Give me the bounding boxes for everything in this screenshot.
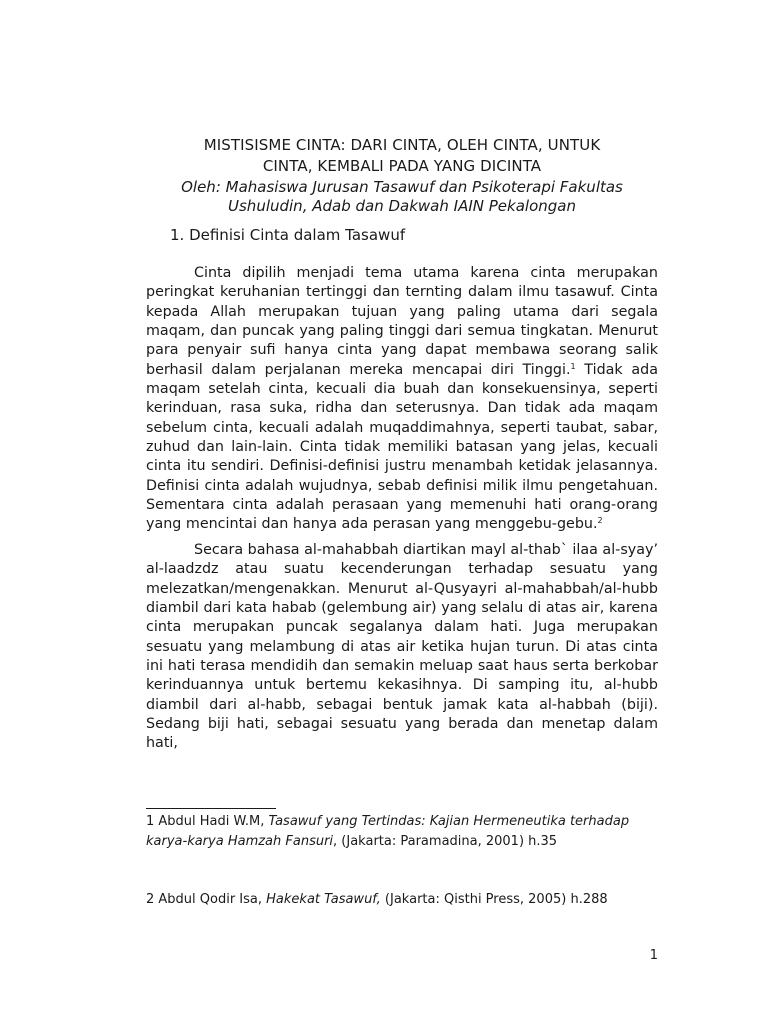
title-line-2: CINTA, KEMBALI PADA YANG DICINTA: [262, 157, 542, 175]
footnote-2: [146, 890, 666, 910]
paragraph-2: Secara bahasa al-mahabbah diartikan mayl al-thab` ilaa al-syay’ al-laadzdz atau suatu kecenderungan terhadap sesuatu yang melezatkan/mengenakkan. Menurut al-Qusyayri al-mahabbah/al-hubb diambil dari kata habab (gelembung air) yang selalu di atas air, karena cinta merupakan puncak segalanya dalam hati. Juga merupakan sesuatu yang melambung di atas air ketika hujan turun. Di atas cinta ini hati terasa mendidih dan semakin meluap saat haus serta berkobar kerinduannya untuk bertemu kekasihnya. Di samping itu, al-hubb diambil dari al-habb, sebagai bentuk jamak kata al-habbah (biji). Sedang biji hati, sebagai sesuatu yang berada dan menetap dalam hati,: [146, 541, 658, 752]
paragraph-1-text-a: Cinta dipilih menjadi tema utama karena cinta merupakan peringkat keruhanian tertinggi dan ternting dalam ilmu tasawuf. Cinta kepada Allah merupakan tujuan yang paling utama dari segala maqam, dan puncak yang paling tinggi dari semua tingkatan. Menurut para penyair sufi hanya cinta yang dapat membawa seorang salik berhasil dalam perjalanan mereka mencapai diri Tinggi.: [146, 265, 658, 378]
byline-line-2: Ushuludin, Adab dan Dakwah IAIN Pekalongan: [228, 197, 576, 215]
footnote-separator: [146, 808, 276, 809]
footnote-2-prefix: 2 Abdul Qodir Isa,: [146, 892, 267, 907]
paragraph-1: [146, 264, 658, 535]
footnote-2-suffix: (Jakarta: Qisthi Press, 2005) h.288: [380, 892, 608, 907]
footnote-1: [146, 812, 658, 851]
footnote-2-title: Hakekat Tasawuf,: [266, 892, 381, 907]
footnote-ref-1: 1: [570, 361, 576, 371]
document-title: [146, 135, 658, 177]
footnote-1-prefix: 1 Abdul Hadi W.M,: [146, 814, 269, 829]
body-text: [146, 264, 658, 760]
page-number: 1: [649, 948, 658, 963]
author-byline: [146, 178, 658, 216]
section-heading: 1. Definisi Cinta dalam Tasawuf: [170, 226, 406, 244]
footnote-1-title: Tasawuf yang Tertindas: Kajian Hermeneutika terhadap karya-karya Hamzah Fansuri: [146, 814, 630, 849]
paragraph-1-text-b: Tidak ada maqam setelah cinta, kecuali dia buah dan konsekuensinya, seperti kerinduan, rasa suka, ridha dan seterusnya. Dan tidak ada maqam sebelum cinta, kecuali adalah muqaddimahnya, seperti taubat, sabar, zuhud dan lain-lain. Cinta tidak memiliki batasan yang jelas, kecuali cinta itu sendiri. Definisi-definisi justru menambah ketidak jelasannya. Definisi cinta adalah wujudnya, sebab definisi milik ilmu pengetahuan. Sementara cinta adalah perasaan yang memenuhi hati orang-orang yang mencintai dan hanya ada perasan yang menggebu-gebu.: [146, 361, 658, 533]
footnote-1-suffix: , (Jakarta: Paramadina, 2001) h.35: [333, 833, 558, 849]
byline-line-1: Oleh: Mahasiswa Jurusan Tasawuf dan Psikoterapi Fakultas: [181, 178, 623, 196]
title-line-1: MISTISISME CINTA: DARI CINTA, OLEH CINTA, UNTUK: [203, 136, 601, 154]
footnote-ref-2: 2: [597, 516, 603, 526]
